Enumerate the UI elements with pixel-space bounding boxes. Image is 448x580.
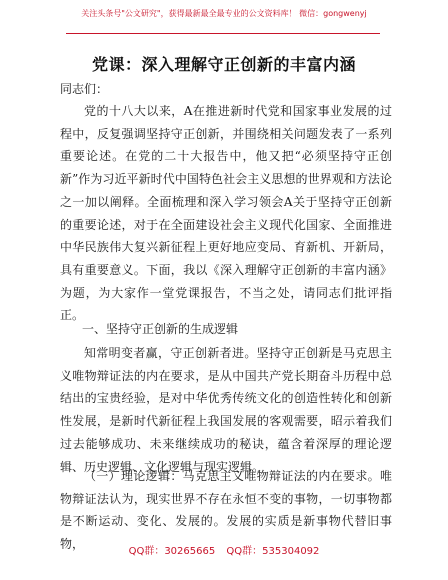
document-title: 党课：深入理解守正创新的丰富内涵 (91, 55, 356, 74)
header-divider (66, 33, 380, 34)
paragraph-1: 党的十八大以来，A在推进新时代党和国家事业发展的过程中，反复强调坚持守正创新，并围绕相关问题发表了一系列重要论述。在党的二十大报告中，他又把“必须坚持守正创新”作为习近平新时代中国特色社会主义思想的世界观和方法论之一加以阐释。全面梳理和深入学习领会A关于坚持守正创新的重要论述，对于在全面建设社会主义现代化国家、全面推进中华民族伟大复兴新征程上更好地应变局、育新机、开新局，具有重要意义。下面，我以《深入理解守正创新的丰富内涵》为题，为大家作一堂党课报告，不当之处，请同志们批评指正。 (60, 104, 392, 323)
paragraph-2: 知常明变者赢，守正创新者进。坚持守正创新是马克思主义唯物辩证法的内在要求，是从中国共产党长期奋斗历程中总结出的宝贵经验，是对中华优秀传统文化的创造性转化和创新性发展，是新时代新征程上我国发展的客观需要，昭示着我们过去能够成功、未来继续成功的秘诀，蕴含着深厚的理论逻辑、历史逻辑、文化逻辑与现实逻辑。 (60, 346, 392, 474)
paragraph-intro (60, 100, 392, 327)
greeting: 同志们： (60, 82, 109, 96)
footer-qq-group-2: QQ群：535304092 (226, 546, 320, 557)
footer (0, 542, 448, 557)
paragraph-3: （一）理论逻辑：马克思主义唯物辩证法的内在要求。唯物辩证法认为，现实世界不存在永恒不变的事物，一切事物都是不断运动、变化、发展的。发展的实质是新事物代替旧事物， (60, 469, 392, 552)
section-heading-1: 一、坚持守正创新的生成逻辑 (82, 322, 239, 336)
promo-header: 关注头条号"公文研究"，获得最新最全最专业的公文资料库！ 微信：gongwenyj (81, 9, 367, 18)
paragraph-section-1 (60, 342, 392, 478)
footer-qq-group-1: QQ群：30265665 (128, 546, 216, 557)
